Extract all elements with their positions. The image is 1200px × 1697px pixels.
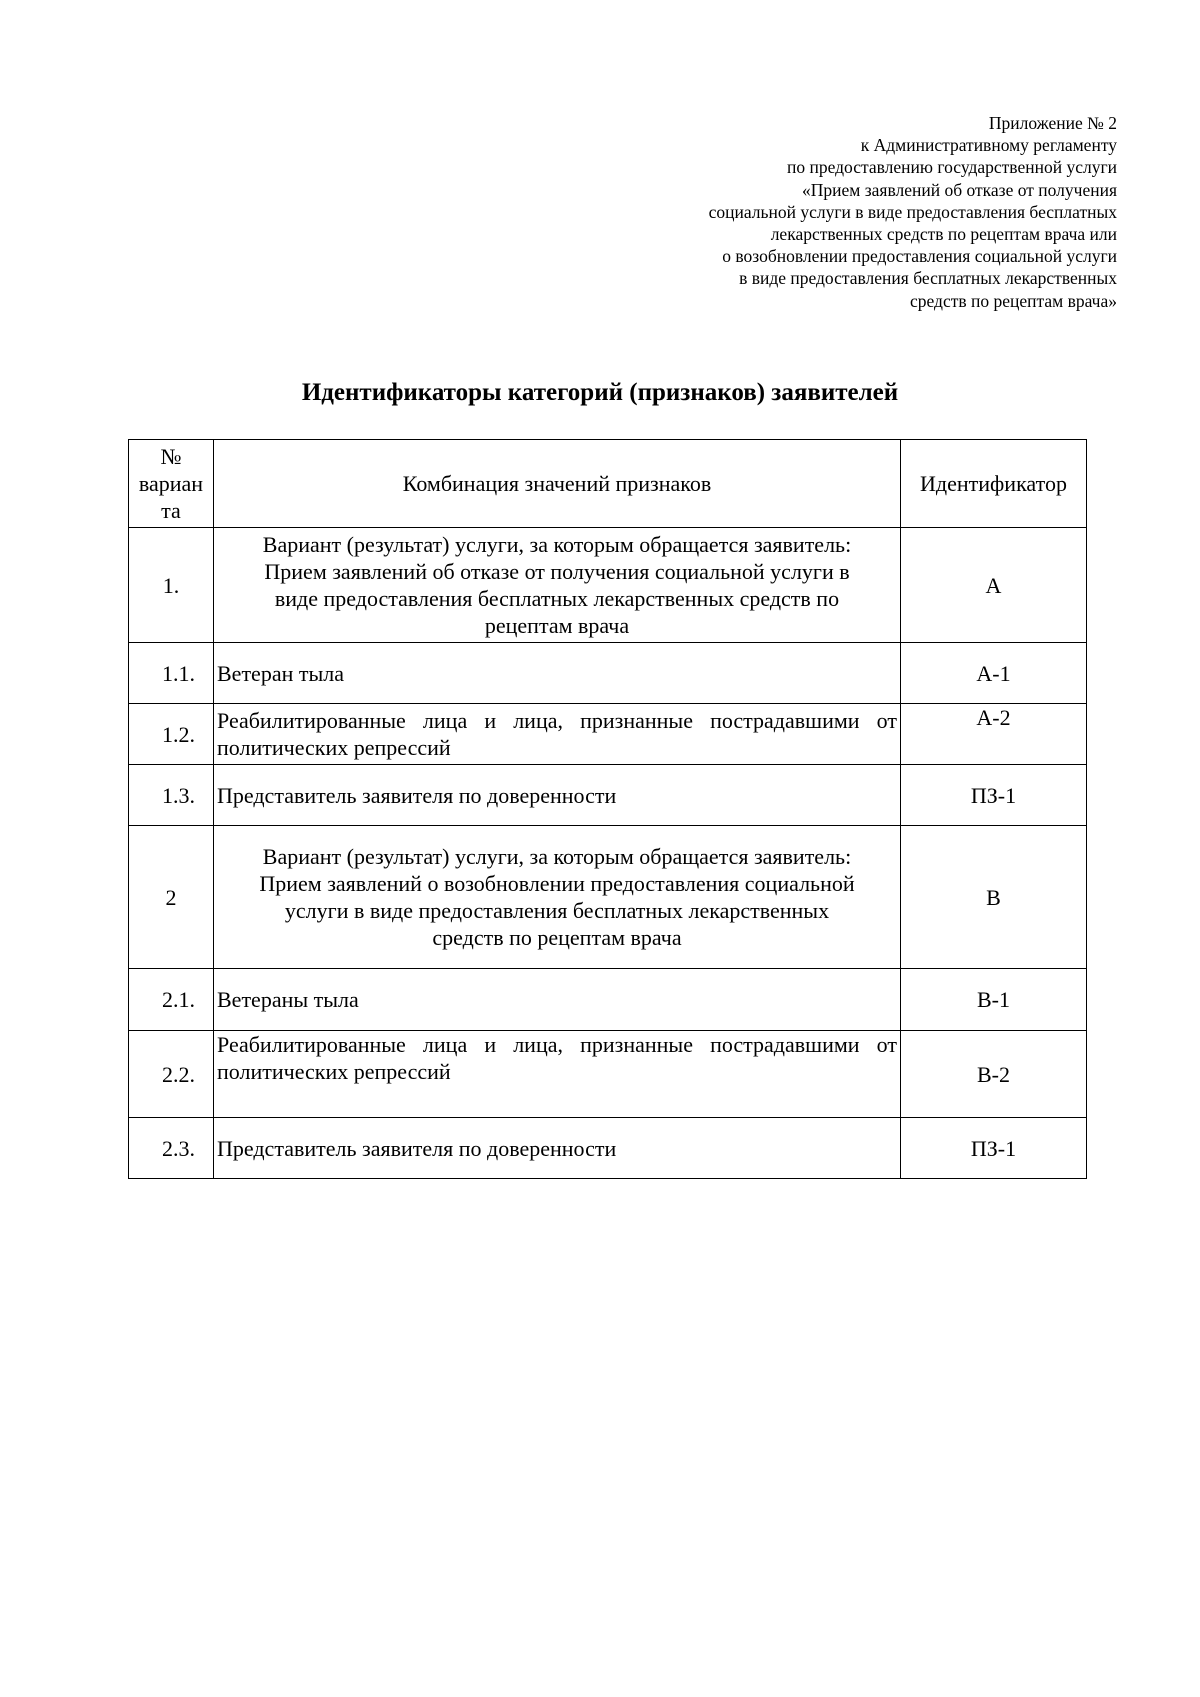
combination-line: рецептам врача bbox=[484, 613, 630, 638]
combination-line: Вариант (результат) услуги, за которым обращается заявитель: bbox=[262, 844, 852, 869]
row-number: 2 bbox=[129, 826, 214, 969]
row-combination: Ветераны тыла bbox=[214, 969, 901, 1031]
header-variant-number bbox=[129, 440, 214, 528]
table-row bbox=[129, 704, 1087, 765]
document-title: Идентификаторы категорий (признаков) заявителей bbox=[301, 379, 899, 406]
table-row bbox=[129, 826, 1087, 969]
combination-line: Вариант (результат) услуги, за которым обращается заявитель: bbox=[262, 532, 852, 557]
row-identifier: А-1 bbox=[901, 643, 1087, 704]
combination-line: виде предоставления бесплатных лекарственных средств по bbox=[274, 586, 840, 611]
row-number: 2.1. bbox=[129, 969, 214, 1031]
row-number: 1.3. bbox=[129, 765, 214, 826]
row-number: 1.2. bbox=[129, 704, 214, 765]
table-row bbox=[129, 643, 1087, 704]
identifiers-table bbox=[128, 439, 1087, 1179]
header-identifier: Идентификатор bbox=[901, 440, 1087, 528]
row-number: 2.3. bbox=[129, 1118, 214, 1179]
appendix-line: социальной услуги в виде предоставления бесплатных bbox=[708, 201, 1117, 222]
table-row bbox=[129, 969, 1087, 1031]
row-combination: Ветеран тыла bbox=[214, 643, 901, 704]
header-combination: Комбинация значений признаков bbox=[214, 440, 901, 528]
row-number: 1. bbox=[129, 528, 214, 643]
combination-line: средств по рецептам врача bbox=[432, 925, 682, 950]
appendix-line: о возобновлении предоставления социальной услуги bbox=[722, 246, 1117, 267]
table-row bbox=[129, 1118, 1087, 1179]
row-identifier: В-2 bbox=[901, 1031, 1087, 1118]
appendix-line: средств по рецептам врача» bbox=[910, 290, 1117, 311]
row-identifier: В-1 bbox=[901, 969, 1087, 1031]
row-combination: Реабилитированные лица и лица, признанные пострадавшими от политических репрессий bbox=[214, 1031, 901, 1118]
row-combination bbox=[214, 826, 901, 969]
table-row bbox=[129, 528, 1087, 643]
row-identifier: А bbox=[901, 528, 1087, 643]
appendix-line: Приложение № 2 bbox=[988, 113, 1117, 133]
header-num-line: та bbox=[161, 498, 181, 523]
appendix-line: «Прием заявлений об отказе от получения bbox=[802, 179, 1117, 200]
row-identifier: ПЗ-1 bbox=[901, 1118, 1087, 1179]
appendix-line: к Административному регламенту bbox=[860, 135, 1117, 156]
row-identifier: В bbox=[901, 826, 1087, 969]
combination-line: Прием заявлений об отказе от получения социальной услуги в bbox=[264, 559, 850, 584]
table-row bbox=[129, 765, 1087, 826]
row-number: 2.2. bbox=[129, 1031, 214, 1118]
row-combination bbox=[214, 528, 901, 643]
appendix-line: в виде предоставления бесплатных лекарственных bbox=[739, 268, 1117, 289]
row-combination: Представитель заявителя по доверенности bbox=[214, 1118, 901, 1179]
row-combination: Реабилитированные лица и лица, признанные пострадавшими от политических репрессий bbox=[214, 704, 901, 765]
table-row bbox=[129, 1031, 1087, 1118]
combination-line: услуги в виде предоставления бесплатных лекарственных bbox=[284, 898, 830, 923]
appendix-line: лекарственных средств по рецептам врача или bbox=[770, 224, 1117, 245]
row-identifier: ПЗ-1 bbox=[901, 765, 1087, 826]
row-number: 1.1. bbox=[129, 643, 214, 704]
header-num-line: вариан bbox=[138, 471, 204, 496]
row-combination: Представитель заявителя по доверенности bbox=[214, 765, 901, 826]
appendix-header bbox=[557, 112, 1117, 312]
table-header-row bbox=[129, 440, 1087, 528]
row-identifier: А-2 bbox=[901, 704, 1087, 765]
appendix-line: по предоставлению государственной услуги bbox=[787, 157, 1117, 178]
header-num-line: № bbox=[160, 444, 182, 469]
combination-line: Прием заявлений о возобновлении предоставления социальной bbox=[259, 871, 855, 896]
